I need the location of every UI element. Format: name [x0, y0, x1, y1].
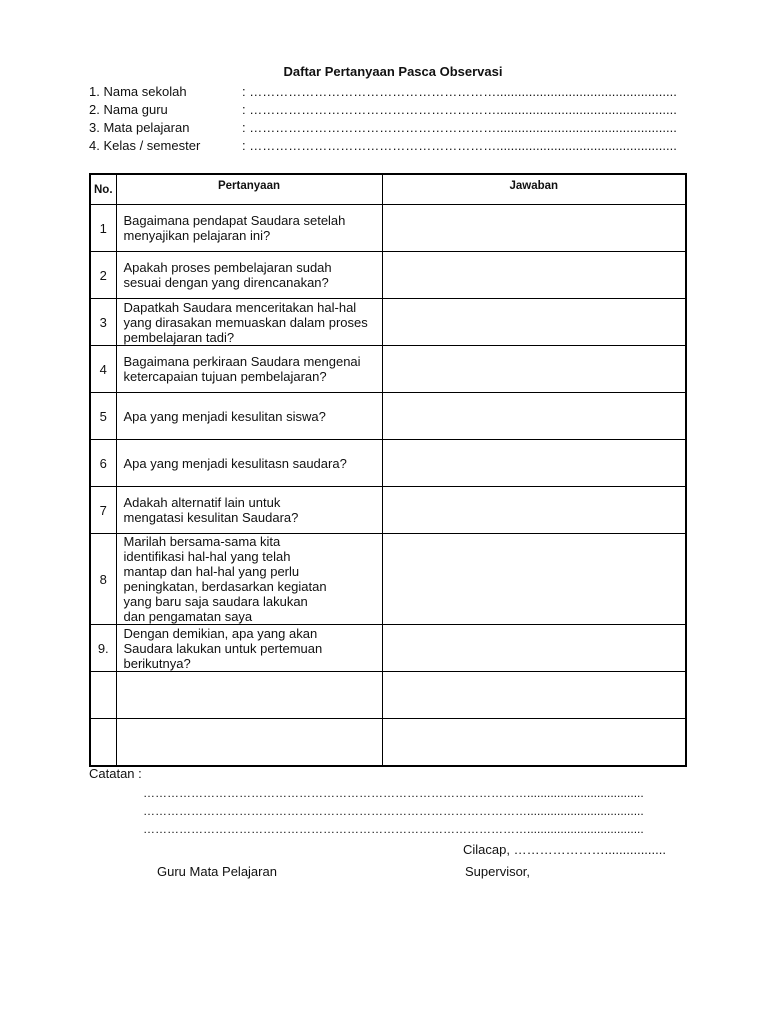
table-row: [90, 625, 686, 672]
info-label: 2. Nama guru: [89, 102, 168, 117]
table-row: [90, 393, 686, 440]
question-cell[interactable]: [116, 719, 382, 766]
question-cell: Apa yang menjadi kesulitan siswa?: [116, 393, 382, 440]
table-row: [90, 346, 686, 393]
table-row: [90, 487, 686, 534]
answer-cell[interactable]: [382, 299, 686, 346]
info-fill-line: : …………………………………………………..................................................: [242, 138, 677, 153]
row-number: 7: [90, 487, 116, 534]
table-row: [90, 299, 686, 346]
row-number: 2: [90, 252, 116, 299]
place-date: Cilacap, ………………….................: [463, 842, 666, 857]
info-label: 4. Kelas / semester: [89, 138, 201, 153]
question-cell[interactable]: [116, 672, 382, 719]
question-cell: Dapatkah Saudara menceritakan hal-hal yang dirasakan memuaskan dalam proses pembelajaran tadi?: [116, 299, 382, 346]
info-fill-line: : …………………………………………………..................................................: [242, 84, 677, 99]
info-row-class-semester: [89, 138, 689, 156]
question-table: [89, 173, 687, 767]
info-fill-line: : …………………………………………………..................................................: [242, 102, 677, 117]
info-label: 1. Nama sekolah: [89, 84, 187, 99]
signature-supervisor-label: Supervisor,: [465, 864, 531, 879]
header-answer: Jawaban: [382, 174, 686, 205]
answer-cell[interactable]: [382, 346, 686, 393]
row-number: 5: [90, 393, 116, 440]
answer-cell[interactable]: [382, 205, 686, 252]
row-number: 9.: [90, 625, 116, 672]
row-number: 4: [90, 346, 116, 393]
table-row: [90, 719, 686, 766]
answer-cell[interactable]: [382, 252, 686, 299]
table-row: [90, 252, 686, 299]
answer-cell[interactable]: [382, 672, 686, 719]
question-cell: Apa yang menjadi kesulitasn saudara?: [116, 440, 382, 487]
row-number: [90, 719, 116, 766]
row-number: 1: [90, 205, 116, 252]
answer-cell[interactable]: [382, 719, 686, 766]
answer-cell[interactable]: [382, 393, 686, 440]
info-fill-line: : …………………………………………………..................................................: [242, 120, 677, 135]
header-no: No.: [90, 174, 116, 205]
row-number: 6: [90, 440, 116, 487]
question-cell: Bagaimana pendapat Saudara setelah menyajikan pelajaran ini?: [116, 205, 382, 252]
info-row-teacher: [89, 102, 689, 120]
info-row-subject: [89, 120, 689, 138]
table-row: [90, 672, 686, 719]
answer-cell[interactable]: [382, 534, 686, 625]
info-label: 3. Mata pelajaran: [89, 120, 190, 135]
table-header-row: [90, 174, 686, 205]
row-number: 3: [90, 299, 116, 346]
question-cell: Bagaimana perkiraan Saudara mengenai ketercapaian tujuan pembelajaran?: [116, 346, 382, 393]
question-cell: Marilah bersama-sama kita identifikasi hal-hal yang telah mantap dan hal-hal yang perlu peningkatan, berdasarkan kegiatan yang baru saja saudara lakukan dan pengamatan saya: [116, 534, 382, 625]
table-row: [90, 440, 686, 487]
signature-teacher-label: Guru Mata Pelajaran: [157, 864, 277, 879]
notes-label: Catatan :: [89, 766, 142, 781]
row-number: 8: [90, 534, 116, 625]
question-cell: Dengan demikian, apa yang akan Saudara lakukan untuk pertemuan berikutnya?: [116, 625, 382, 672]
row-number: [90, 672, 116, 719]
notes-line[interactable]: ……………………………………………………………………………………...................................: [143, 804, 644, 818]
table-row: [90, 534, 686, 625]
answer-cell[interactable]: [382, 487, 686, 534]
notes-line[interactable]: ……………………………………………………………………………………...................................: [143, 822, 644, 836]
question-cell: Apakah proses pembelajaran sudah sesuai dengan yang direncanakan?: [116, 252, 382, 299]
answer-cell[interactable]: [382, 625, 686, 672]
info-row-school: [89, 84, 689, 102]
table-row: [90, 205, 686, 252]
document-title: Daftar Pertanyaan Pasca Observasi: [283, 64, 503, 79]
notes-line[interactable]: ……………………………………………………………………………………...................................: [143, 786, 644, 800]
answer-cell[interactable]: [382, 440, 686, 487]
question-cell: Adakah alternatif lain untuk mengatasi kesulitan Saudara?: [116, 487, 382, 534]
header-question: Pertanyaan: [116, 174, 382, 205]
